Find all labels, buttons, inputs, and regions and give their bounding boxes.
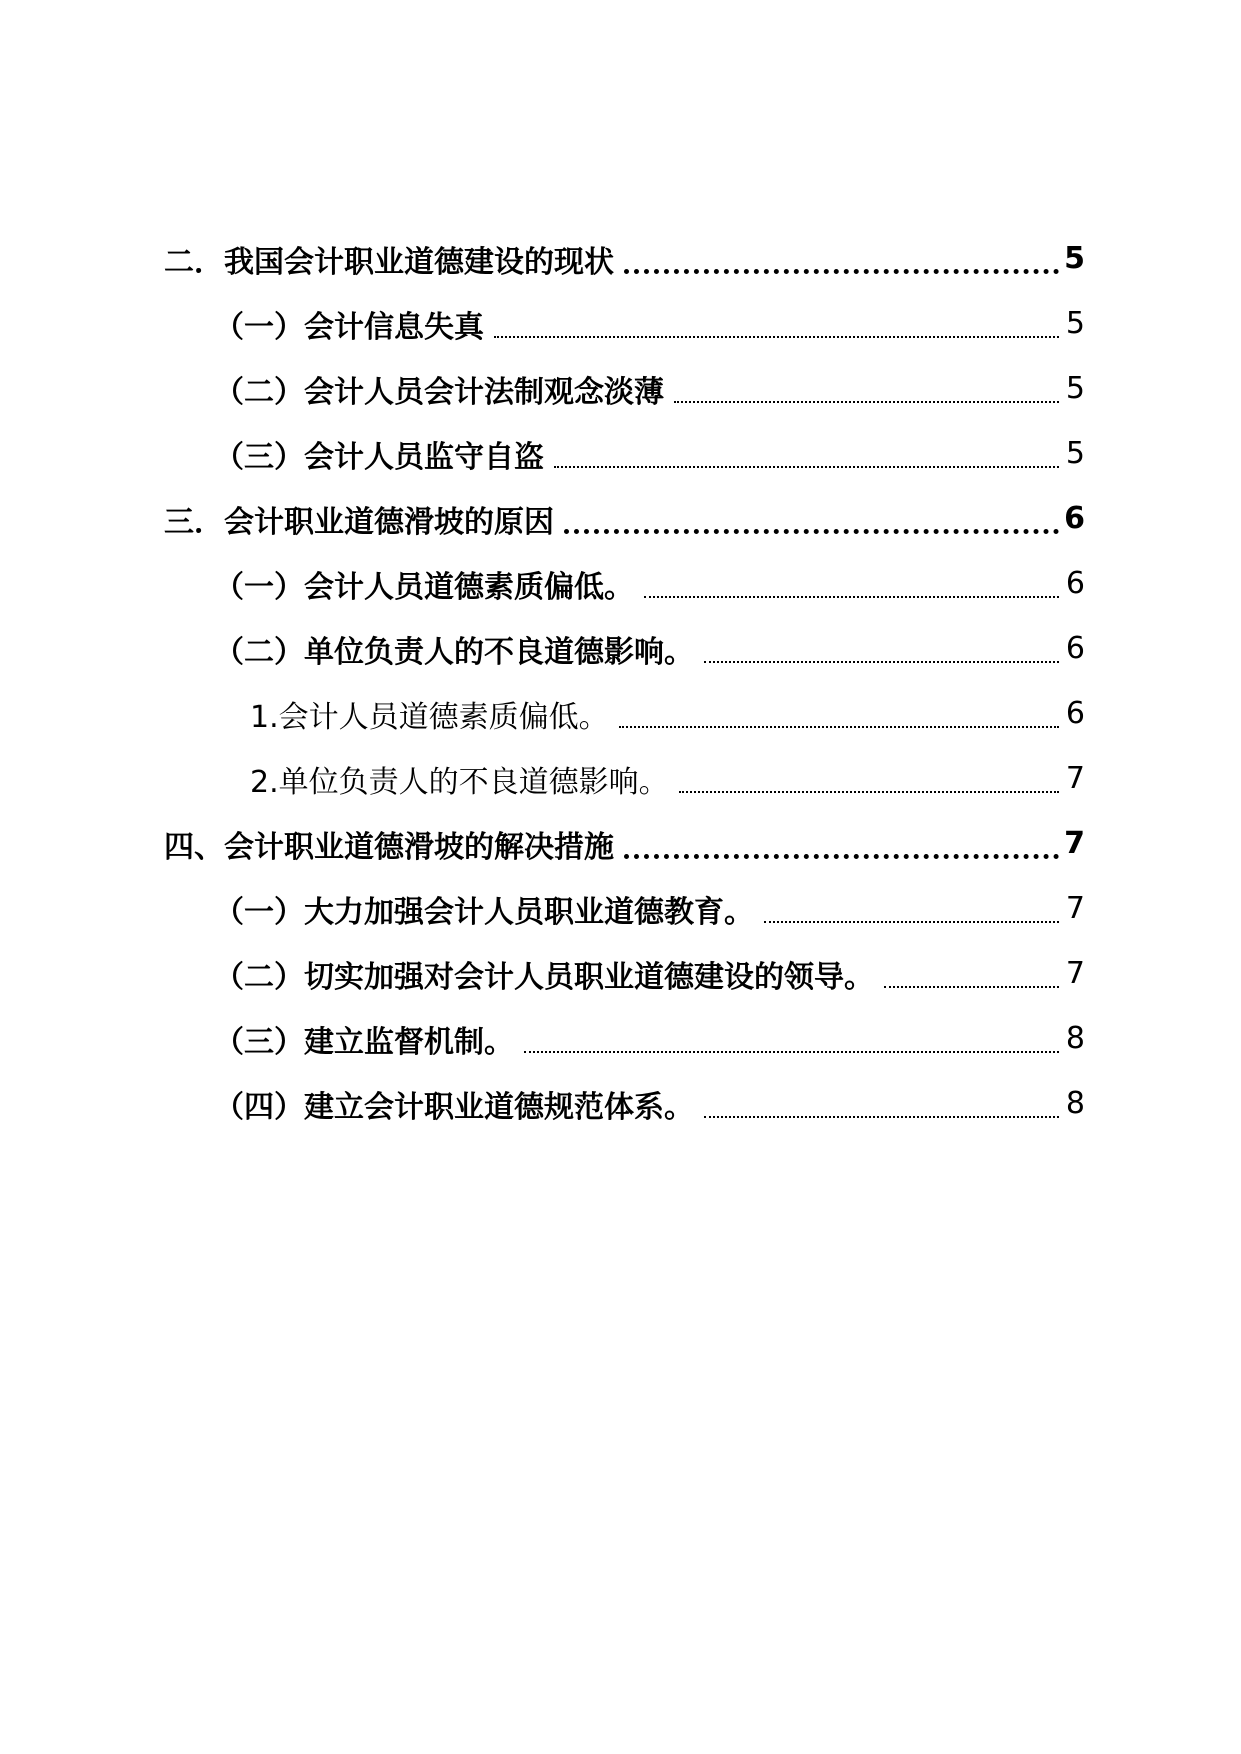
toc-page-number: 8 <box>1065 1021 1085 1056</box>
toc-entry-4-4[interactable] <box>0 1071 1085 1136</box>
toc-page-number: 7 <box>1065 761 1085 796</box>
toc-entry-label: 二．我国会计职业道德建设的现状 <box>164 244 614 280</box>
toc-page-number: 6 <box>1064 501 1085 536</box>
toc-entry-3-1[interactable] <box>0 551 1085 616</box>
table-of-contents <box>0 226 1241 1136</box>
toc-entry-label: 四、会计职业道德滑坡的解决措施 <box>164 829 614 865</box>
dot-leader <box>624 268 1059 274</box>
toc-entry-3-2[interactable] <box>0 616 1085 681</box>
toc-entry-label: （一）大力加强会计人员职业道德教育。 <box>214 894 754 930</box>
toc-entry-section-4[interactable] <box>0 811 1085 876</box>
dot-leader <box>884 985 1059 988</box>
dot-leader <box>764 920 1059 923</box>
toc-entry-label: （三）建立监督机制。 <box>214 1024 514 1060</box>
dot-leader <box>554 465 1059 468</box>
toc-page-number: 6 <box>1065 696 1085 731</box>
toc-page-number: 7 <box>1064 826 1085 861</box>
dot-leader <box>494 335 1059 338</box>
toc-entry-label: （二）单位负责人的不良道德影响。 <box>214 634 694 670</box>
toc-page-number: 5 <box>1065 371 1085 406</box>
toc-page-number: 6 <box>1065 631 1085 666</box>
toc-page-number: 7 <box>1065 891 1085 926</box>
toc-entry-section-3[interactable] <box>0 486 1085 551</box>
toc-entry-label: （二）会计人员会计法制观念淡薄 <box>214 374 664 410</box>
toc-entry-label: （二）切实加强对会计人员职业道德建设的领导。 <box>214 959 874 995</box>
toc-entry-2-1[interactable] <box>0 291 1085 356</box>
dot-leader <box>619 725 1059 728</box>
toc-entry-label: 三．会计职业道德滑坡的原因 <box>164 504 554 540</box>
toc-entry-label: 2.单位负责人的不良道德影响。 <box>250 764 669 800</box>
toc-page-number: 5 <box>1065 306 1085 341</box>
toc-entry-2-3[interactable] <box>0 421 1085 486</box>
toc-entry-label: （一）会计人员道德素质偏低。 <box>214 569 634 605</box>
toc-page-number: 5 <box>1064 241 1085 276</box>
toc-page-number: 8 <box>1065 1086 1085 1121</box>
toc-page-number: 6 <box>1065 566 1085 601</box>
toc-entry-label: （一）会计信息失真 <box>214 309 484 345</box>
toc-entry-4-1[interactable] <box>0 876 1085 941</box>
toc-entry-2-2[interactable] <box>0 356 1085 421</box>
toc-entry-label: （四）建立会计职业道德规范体系。 <box>214 1089 694 1125</box>
dot-leader <box>704 1115 1059 1118</box>
toc-entry-3-2-1[interactable] <box>0 681 1085 746</box>
dot-leader <box>674 400 1059 403</box>
toc-entry-4-3[interactable] <box>0 1006 1085 1071</box>
dot-leader <box>644 595 1059 598</box>
toc-entry-label: （三）会计人员监守自盗 <box>214 439 544 475</box>
toc-entry-4-2[interactable] <box>0 941 1085 1006</box>
toc-entry-3-2-2[interactable] <box>0 746 1085 811</box>
dot-leader <box>679 790 1059 793</box>
toc-entry-label: 1.会计人员道德素质偏低。 <box>250 699 609 735</box>
toc-page-number: 7 <box>1065 956 1085 991</box>
dot-leader <box>624 853 1059 859</box>
toc-page-number: 5 <box>1065 436 1085 471</box>
toc-entry-section-2[interactable] <box>0 226 1085 291</box>
dot-leader <box>564 528 1059 534</box>
dot-leader <box>704 660 1059 663</box>
dot-leader <box>524 1050 1059 1053</box>
